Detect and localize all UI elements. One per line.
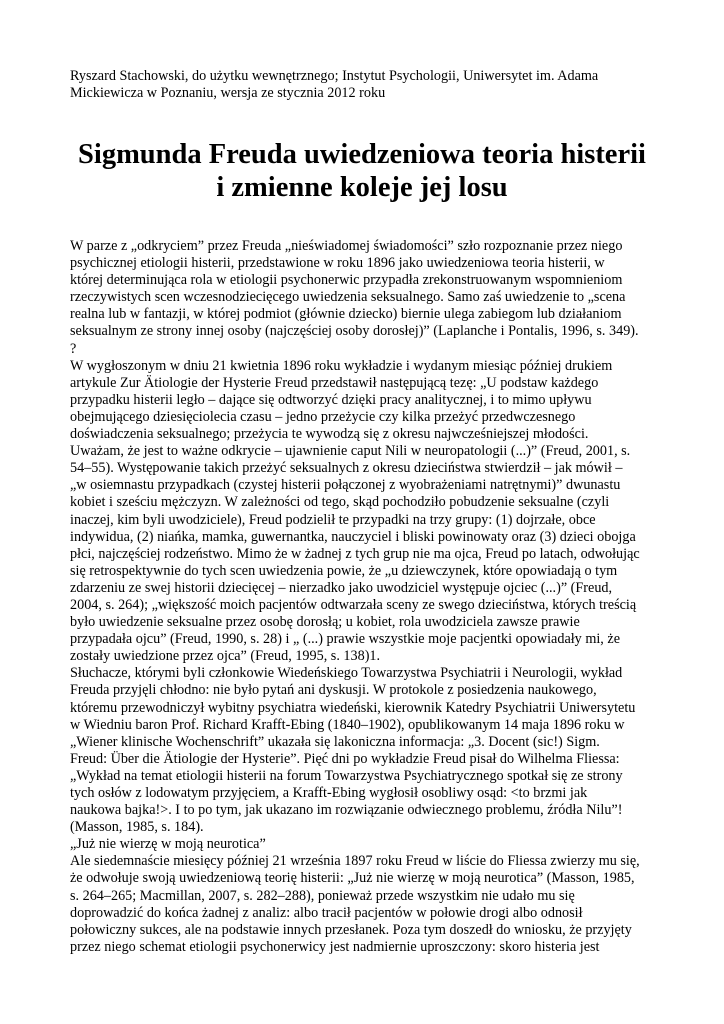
header-line: Ryszard Stachowski, do użytku wewnętrznego; Instytut Psychologii, Uniwersytet im. Adama bbox=[70, 68, 599, 84]
body-line: doświadczenia seksualnego; przeżycia te wywodzą się z okresu najwcześniejszej młodości. bbox=[70, 426, 589, 443]
body-line: naukowa bajka!>. I to po tym, jak ukazano im rozwiązanie odwiecznego problemu, źródła Nilu”! bbox=[70, 802, 623, 819]
body-line: któremu przewodniczył wybitny psychiatra wiedeński, kierownik Katedry Psychiatrii Uniwersytetu bbox=[70, 699, 636, 716]
body-line: s. 264–265; Macmillan, 2007, s. 282–288), ponieważ przede wszystkim nie udało mu się bbox=[70, 887, 575, 904]
body-line: której determinująca rola w etiologii psychonerwic przypadła zrekonstruowanym wspomnieniom bbox=[70, 272, 623, 289]
body-line: połowiczny sukces, ale na podstawie innych przesłanek. Poza tym doszedł do wniosku, że przyjęty bbox=[70, 921, 632, 938]
body-line: „Wykład na temat etiologii histerii na forum Towarzystwa Psychiatrycznego spotkał się ze strony bbox=[70, 767, 623, 784]
body-line: się retrospektywnie do tych scen uwiedzenia powie, że „u dziewczynek, które opowiadają o tym bbox=[70, 562, 618, 579]
body-line: Ale siedemnaście miesięcy później 21 września 1897 roku Freud w liście do Fliessa zwierzy mu się, bbox=[70, 853, 640, 870]
body-line: zdarzeniu ze swej historii dziecięcej – nierzadko jako uwodziciel występuje ojciec (...)” (Freud, bbox=[70, 579, 613, 596]
body-line: ? bbox=[70, 340, 77, 357]
body-line: 54–55). Występowanie takich przeżyć seksualnych z okresu dzieciństwa stwierdził – jak mówił – bbox=[70, 460, 623, 477]
body-line: inaczej, kim byli uwodziciele), Freud podzielił te przypadki na trzy grupy: (1) dojrzałe, obce bbox=[70, 511, 596, 528]
body-line: „w osiemnastu przypadkach (czystej histerii połączonej z wyobrażeniami natrętnymi)” dwunastu bbox=[70, 477, 621, 494]
body-line: 2004, s. 264); „większość moich pacjentów odtwarzała sceny ze swego dzieciństwa, których treścią bbox=[70, 596, 637, 613]
body-line: było uwiedzenie seksualne przez osobę dorosłą; u kobiet, rola uwodziciela zawsze prawie bbox=[70, 614, 580, 631]
body-line: artykule Zur Ätiologie der Hysterie Freud przedstawił następującą tezę: „U podstaw każdego bbox=[70, 374, 599, 391]
body-line: że odwołuje swoją uwiedzeniową teorię histerii: „Już nie wierzę w moją neurotica” (Masson, 1985, bbox=[70, 870, 635, 887]
body-line: Słuchacze, którymi byli członkowie Wiedeńskiego Towarzystwa Psychiatrii i Neurologii, wykład bbox=[70, 665, 623, 682]
body-line: obejmującego dziesięciolecia czasu – jedno przeżycie czy kilka przeżyć przedwczesnego bbox=[70, 408, 576, 425]
body-line: psychicznej etiologii histerii, przedstawione w roku 1896 jako uwiedzeniowa teoria histerii, w bbox=[70, 255, 605, 272]
body-line: kobiet i sześciu mężczyzn. W zależności od tego, skąd pochodziło pobudzenie seksualne (czyli bbox=[70, 494, 610, 511]
body-line: indywidua, (2) niańka, mamka, guwernantka, nauczyciel i bliski powinowaty oraz (3) dzieci obojga bbox=[70, 528, 636, 545]
body-line: „Wiener klinische Wochenschrift” ukazała się lakoniczna informacja: „3. Docent (sic!) Sigm. bbox=[70, 733, 600, 750]
body-line: Freuda przyjęli chłodno: nie było pytań ani dyskusji. W protokole z posiedzenia naukowego, bbox=[70, 682, 597, 699]
body-line: przez niego schemat etiologii psychonerwicy jest nadmiernie uproszczony: skoro histeria jest bbox=[70, 938, 600, 955]
body-line: zostały uwiedzione przez ojca” (Freud, 1995, s. 138)1. bbox=[70, 648, 381, 665]
body-line: tych osłów z lodowatym przyjęciem, a Krafft-Ebing wygłosił osobliwy osąd: <to brzmi jak bbox=[70, 785, 588, 801]
body-line: doprowadzić do końca żadnej z analiz: albo tracił pacjentów w połowie drogi albo odnosił bbox=[70, 904, 583, 921]
body-line: W parze z „odkryciem” przez Freuda „nieświadomej świadomości” szło rozpoznanie przez niego bbox=[70, 238, 623, 254]
body-line: Uważam, że jest to ważne odkrycie – ujawnienie caput Nili w neuropatologii (...)” (Freud, 2001, s. bbox=[70, 443, 631, 460]
body-line: W wygłoszonym w dniu 21 kwietnia 1896 roku wykładzie i wydanym miesiąc później drukiem bbox=[70, 357, 613, 374]
document-title bbox=[40, 138, 684, 204]
body-line: „Już nie wierzę w moją neurotica” bbox=[70, 836, 266, 853]
author-header bbox=[70, 68, 660, 102]
body-line: seksualnym ze strony innej osoby (najczęściej osoby dorosłej)” (Laplanche i Pontalis, 1996, s. 349). bbox=[70, 323, 639, 340]
title-line: Sigmunda Freuda uwiedzeniowa teoria histerii bbox=[78, 139, 646, 170]
body-line: w Wiedniu baron Prof. Richard Krafft-Ebing (1840–1902), opublikowanym 14 maja 1896 roku w bbox=[70, 716, 625, 733]
body-line: przypadała ojcu” (Freud, 1990, s. 28) i „ (...) prawie wszystkie moje pacjentki opowiadały mi, że bbox=[70, 631, 620, 648]
body-text bbox=[70, 238, 660, 956]
body-line: przypadku histerii legło – dające się odtworzyć dzięki pracy analitycznej, i to mimo upływu bbox=[70, 391, 592, 408]
body-line: Freud: Über die Ätiologie der Hysterie”. Pięć dni po wykładzie Freud pisał do Wilhelma Fliessa: bbox=[70, 750, 620, 767]
header-line: Mickiewicza w Poznaniu, wersja ze stycznia 2012 roku bbox=[70, 85, 386, 102]
body-line: rzeczywistych scen wczesnodziecięcego uwiedzenia seksualnego. Samo zaś uwiedzenie to „scena bbox=[70, 289, 626, 306]
body-line: realna lub w fantazji, w której podmiot (głównie dziecko) biernie ulega zabiegom lub działaniom bbox=[70, 306, 622, 323]
body-line: (Masson, 1985, s. 184). bbox=[70, 819, 204, 836]
body-line: płci, najczęściej rodzeństwo. Mimo że w żadnej z tych grup nie ma ojca, Freud po latach, odwołując bbox=[70, 545, 640, 562]
title-line: i zmienne koleje jej losu bbox=[216, 172, 508, 203]
